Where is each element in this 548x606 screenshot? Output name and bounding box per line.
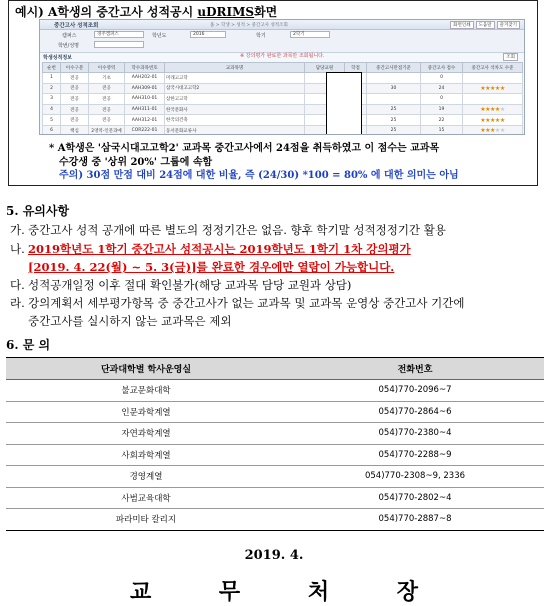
grades-header-row: 순번 이수구분 이수영역 학수과목번호 교과목명 담당교원 학점 중간고사만점기준 중간고사 점수 중간고사 석차도 수준	[43, 63, 523, 73]
screen-title: 중간고사 성적조회	[54, 23, 99, 29]
grade-row[interactable]: 6 핵심 2영역-인문과예 COR222-01 동서문화교류사 25 15 ★★★★★	[43, 125, 523, 135]
college-office: 인문과학계열	[6, 401, 286, 423]
college-office: 경영계열	[6, 466, 286, 488]
contact-header-row: 단과대학별 학사운영실 전화번호	[6, 358, 544, 380]
contact-row	[6, 401, 544, 423]
screenshot-midterm-grades	[39, 19, 525, 135]
college-office: 사범교육대학	[6, 487, 286, 509]
contact-row	[6, 444, 544, 466]
notice-item: 나. 2019학년도 1학기 중간고사 성적공시는 2019학년도 1학기 1차 강의평가	[10, 242, 411, 256]
rank-stars	[463, 73, 523, 84]
print-button[interactable]: 화면인쇄	[450, 21, 473, 29]
contact-table	[6, 357, 544, 531]
grades-table	[42, 62, 523, 135]
breadcrumb: 홈 > 학생 > 성적 > 중간고사 성적조회	[210, 23, 288, 28]
phone-number: 054)770-2380~4	[286, 423, 544, 445]
contact-row	[6, 487, 544, 509]
phone-number: 054)770-2308~9, 2336	[286, 466, 544, 488]
grade-row[interactable]: 4 전공 전공 AAH311-01 한국문화사 25 19 ★★★★★	[43, 104, 523, 115]
star-rating-icon: ★★★★★	[480, 127, 505, 135]
favorite-button[interactable]: 즐겨찾기	[497, 21, 520, 29]
section5-title: 5. 유의사항	[6, 204, 70, 218]
example-heading: 예시) A학생의 중간고사 성적공시 uDRIMS화면	[15, 5, 278, 19]
star-rating-icon: ★★★★★	[480, 84, 505, 92]
contact-row	[6, 380, 544, 402]
rank-stars	[463, 115, 523, 126]
search-button[interactable]: 조회	[503, 53, 518, 61]
rank-stars	[463, 104, 523, 115]
grade-row[interactable]: 2 전공 전공 AAH309-01 삼국시대고고학2 30 24 ★★★★★	[43, 83, 523, 94]
grade-row[interactable]: 3 전공 전공 AAH310-01 삼한고고학 0	[43, 94, 523, 105]
contact-row	[6, 509, 544, 531]
example-note: * A학생은 '삼국시대고고학2' 교과목 중간고사에서 24점을 취득하였고 이 점수는 교과목	[49, 143, 440, 154]
example-note-cont: 수강생 중 '상위 20%' 그룹에 속함	[59, 157, 213, 168]
rank-stars	[463, 125, 523, 135]
notice-item: 라. 강의계획서 세부평가항목 중 중간고사가 없는 교과목 및 교과목 운영상 중간고사 기간에	[10, 296, 465, 310]
filter-bar: 캠퍼스 경주캠퍼스 학년도 2016 학기 2학기 학번/성명 ※ 강의평가 완료한 과목만 조회됩니다.	[40, 30, 524, 53]
document-date: 2019. 4.	[244, 548, 304, 563]
college-office: 자연과학계열	[6, 423, 286, 445]
phone-number: 054)770-2864~6	[286, 401, 544, 423]
redacted-instructor-box	[326, 72, 362, 135]
example-box	[8, 0, 538, 186]
notice-item: 다. 성적공개일정 이후 절대 확인불가(해당 교과목 담당 교원과 상담)	[10, 278, 352, 292]
term-select[interactable]: 2학기	[290, 31, 330, 38]
phone-number: 054)770-2887~8	[286, 509, 544, 531]
college-office: 불교문화대학	[6, 380, 286, 402]
year-select[interactable]: 2016	[190, 31, 226, 38]
screen-titlebar	[40, 20, 524, 30]
star-rating-icon: ★★★★★	[480, 116, 505, 124]
star-rating-icon: ★★★★★	[480, 106, 505, 114]
issuing-office: 교 무 처 장	[130, 579, 448, 605]
notice-item: 중간고사를 실시하지 않는 교과목은 제외	[28, 314, 232, 328]
college-office: 파라미타 칼리지	[6, 509, 286, 531]
rank-stars	[463, 94, 523, 105]
phone-number: 054)770-2096~7	[286, 380, 544, 402]
grade-row[interactable]: 5 전공 전공 AAH312-01 한국의건축 25 22 ★★★★★	[43, 115, 523, 126]
help-button[interactable]: 도움말	[476, 21, 495, 29]
phone-number: 054)770-2802~4	[286, 487, 544, 509]
contact-row	[6, 423, 544, 445]
notice-item: 가. 중간고사 성적 공개에 따른 별도의 정정기간은 없음. 향후 학기말 성적정정기간 활용	[10, 223, 446, 237]
campus-select[interactable]: 경주캠퍼스	[94, 31, 144, 38]
section-title: 학생성적정보	[43, 55, 72, 61]
notice-item: [2019. 4. 22(월) ~ 5. 3(금)]를 완료한 경우에만 열람이 가능합니다.	[28, 260, 395, 274]
rank-stars	[463, 83, 523, 94]
phone-number: 054)770-2288~9	[286, 444, 544, 466]
section6-title: 6. 문 의	[6, 338, 51, 352]
student-id-field[interactable]	[94, 41, 144, 48]
example-caution: 주의) 30점 만점 대비 24점에 대한 비율, 즉 (24/30) *100 = 80% 에 대한 의미는 아님	[59, 170, 459, 181]
college-office: 사회과학계열	[6, 444, 286, 466]
grade-row[interactable]: 1 전공 기초 AAH202-01 미래고고학 0	[43, 73, 523, 84]
contact-row	[6, 466, 544, 488]
